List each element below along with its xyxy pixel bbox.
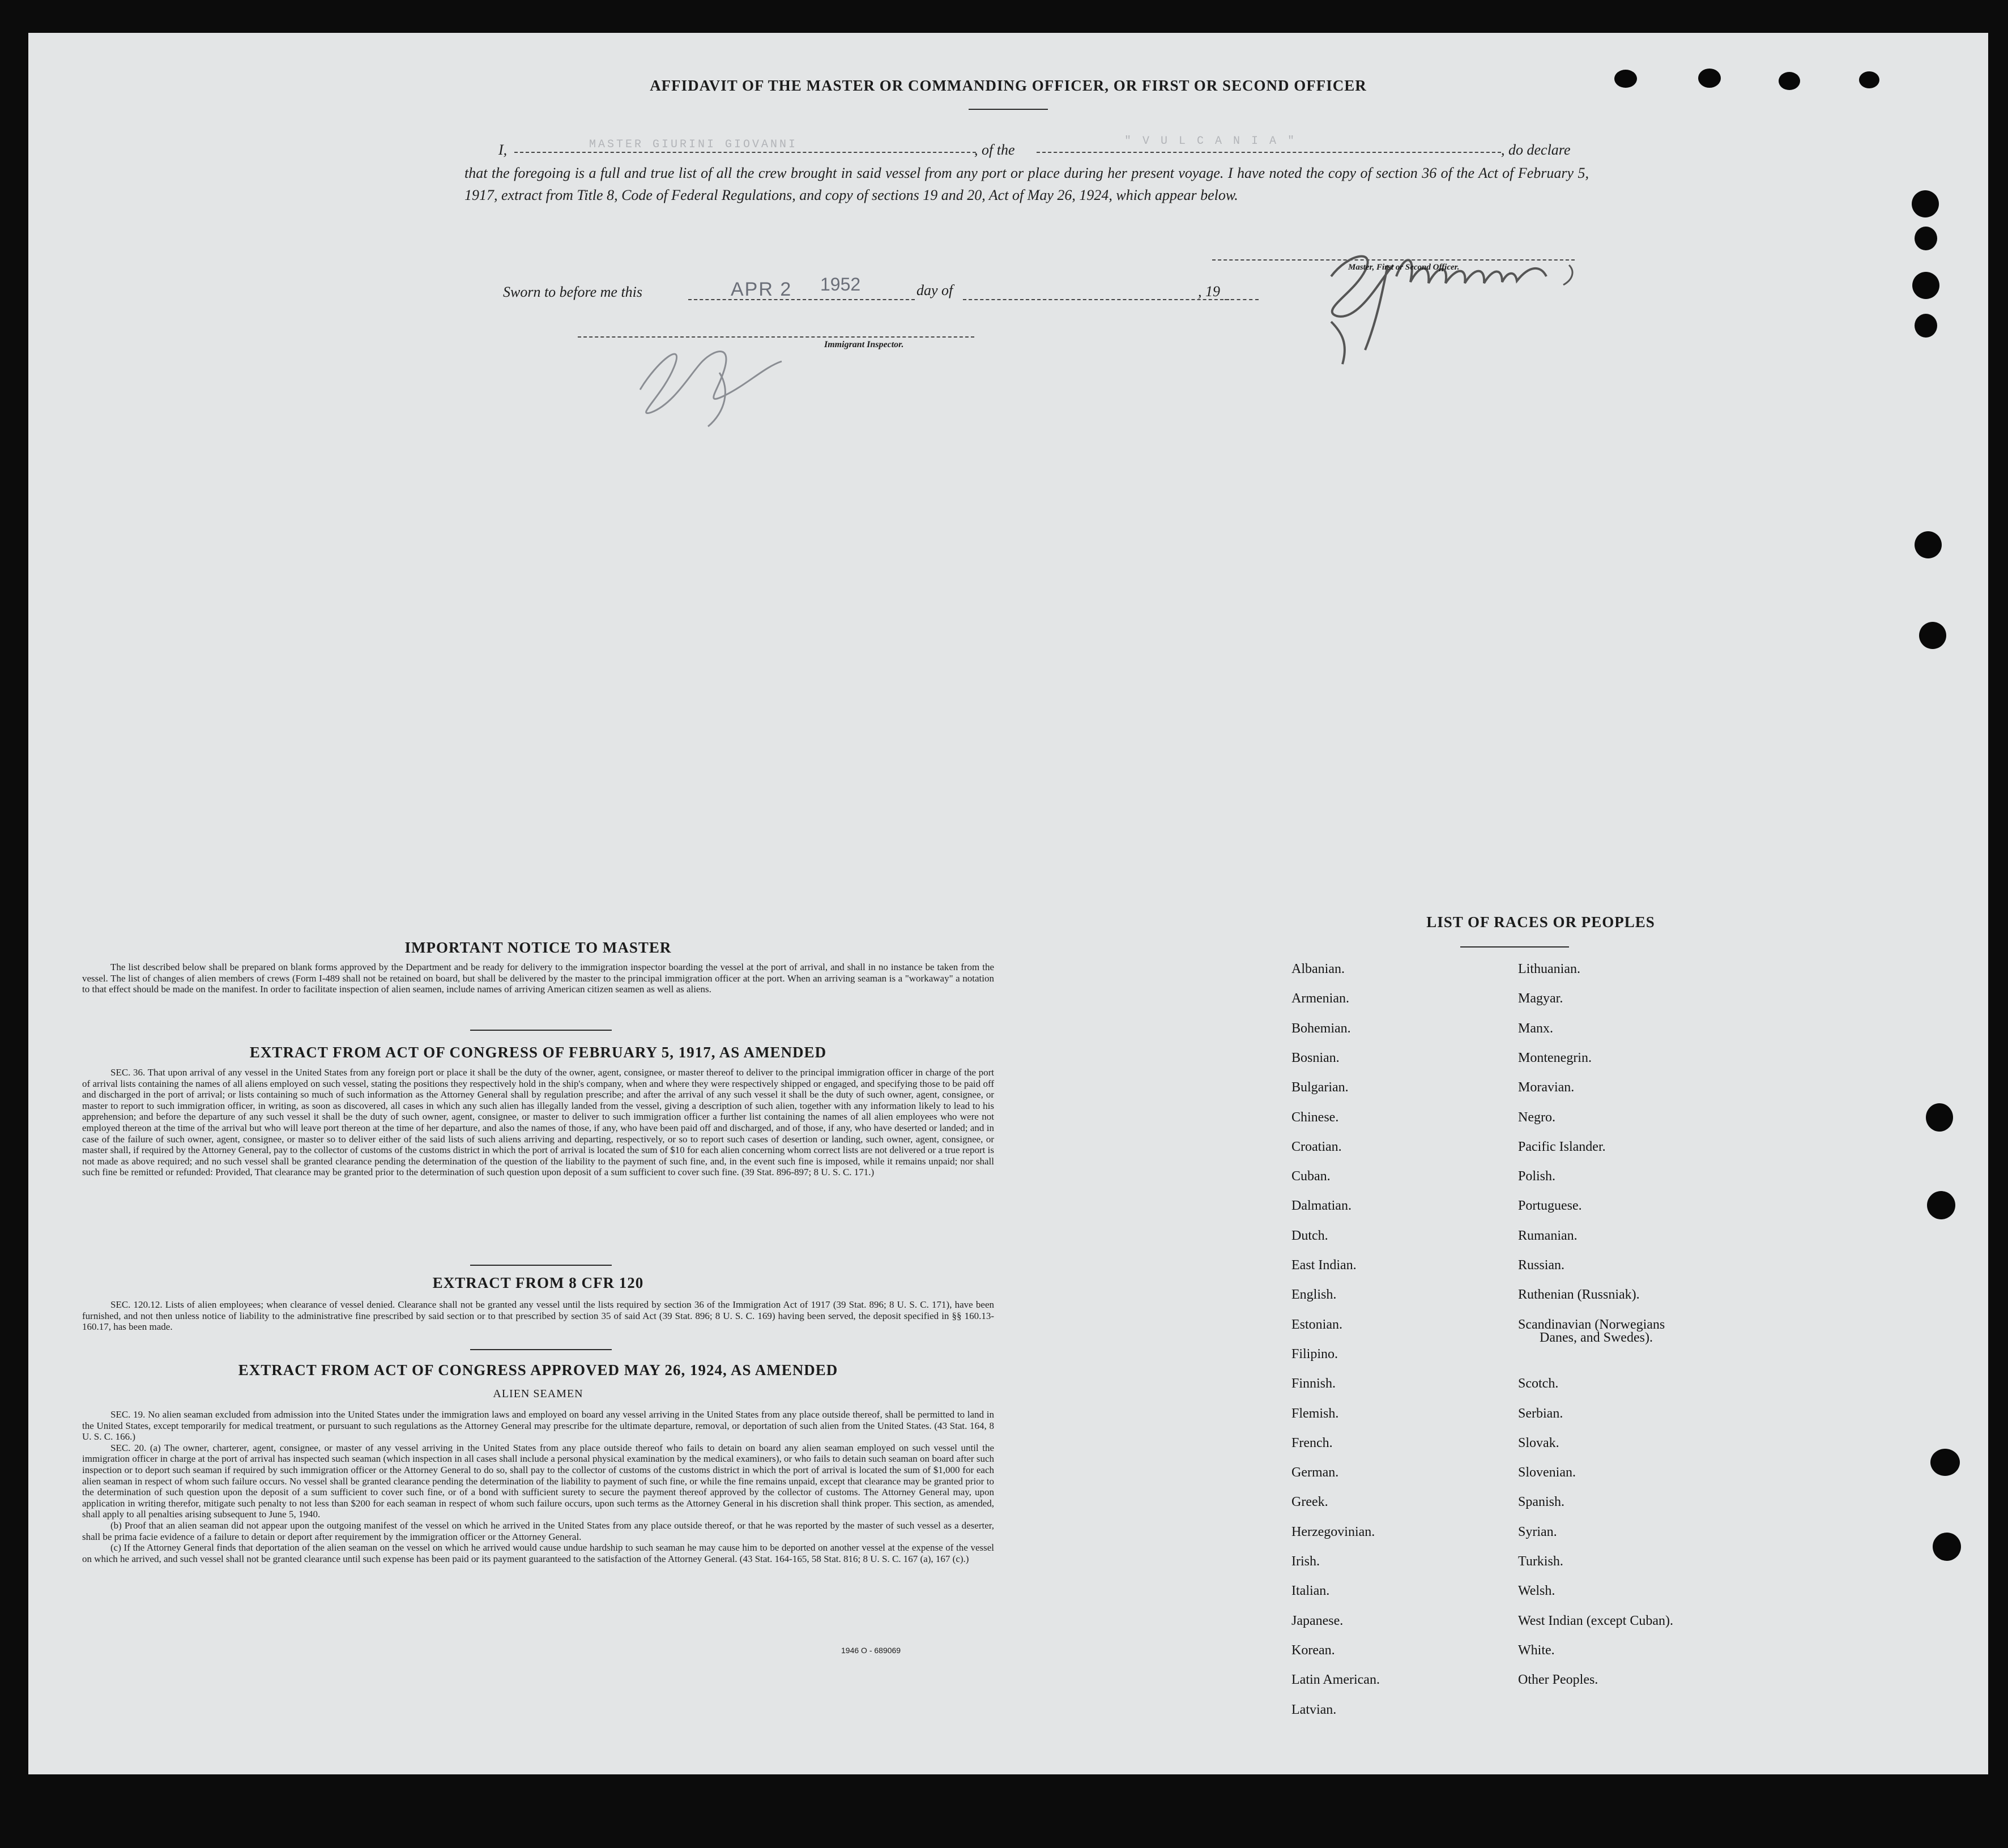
punch-hole (1614, 70, 1637, 88)
race-item: Greek. (1291, 1495, 1328, 1510)
master-name-line (514, 152, 976, 153)
race-item: Spanish. (1518, 1495, 1565, 1510)
year-line (1225, 299, 1259, 300)
race-item: Bohemian. (1291, 1021, 1351, 1036)
race-item: Slovenian. (1518, 1465, 1576, 1480)
print-code: 1946 O - 689069 (841, 1646, 901, 1655)
race-item: Albanian. (1291, 962, 1345, 976)
notice-paragraph: The list described below shall be prepared on blank forms approved by the Department and be ready for delivery to the immigration inspector boarding the vessel at the port of arrival, and shall in no instance be taken from the vessel. The list of changes of alien members of crews (Form I-489 shall not be retained on board, but shall be delivered by the master to the principal immigration officer at the port. When an arriving seaman is a "workaway" a notation to that effect should be made on the manifest. In order to facilitate inspection of alien seamen, include names of arriving American citizen seamen as well as aliens. (82, 962, 994, 995)
extract-1917-text (82, 1067, 994, 1178)
punch-hole (1915, 314, 1937, 338)
race-item-continuation: Danes, and Swedes). (1540, 1330, 1653, 1346)
races-title: LIST OF RACES OR PEOPLES (1426, 914, 1655, 931)
race-item: English. (1291, 1287, 1337, 1303)
sworn-label: Sworn to before me this (503, 284, 643, 300)
master-name-typed: MASTER GIURINI GIOVANNI (589, 138, 798, 151)
race-item: Serbian. (1518, 1406, 1563, 1421)
extract-cfr-text (82, 1299, 994, 1333)
race-item: Other Peoples. (1518, 1672, 1598, 1688)
do-declare-label: , do declare (1501, 142, 1571, 158)
race-item: West Indian (except Cuban). (1518, 1613, 1673, 1628)
year-prefix: , 19 (1198, 283, 1220, 300)
extract-1924-title: EXTRACT FROM ACT OF CONGRESS APPROVED MAY 26, 1924, AS AMENDED (238, 1362, 838, 1378)
vessel-typed: " V U L C A N I A " (1124, 135, 1297, 148)
affidavit-body: that the foregoing is a full and true list of all the crew brought in said vessel from any port or place during her present voyage. I have noted the copy of section 36 of the Act of February 5, 1917, extract from Title 8, Code of Federal Regulations, and copy of sections 19 and 20, Act of May 26, 1924, which appear below. (464, 165, 1589, 203)
race-item: Armenian. (1291, 991, 1349, 1006)
section-20c-paragraph: (c) If the Attorney General finds that deportation of the alien seaman on the vessel on which he arrived would cause undue hardship to such seaman he may cause him to be deported on another vessel at the expense of the vessel on which he arrived, and such vessel shall not be granted clearance until such expense has been paid or its payment guaranteed to the satisfaction of the Attorney General. (43 Stat. 164-165, 58 Stat. 816; 8 U. S. C. 167 (a), 167 (c).) (82, 1542, 994, 1564)
race-item: Bosnian. (1291, 1050, 1340, 1065)
race-item: Manx. (1518, 1021, 1553, 1036)
punch-hole (1930, 1449, 1960, 1476)
race-item: Filipino. (1291, 1346, 1338, 1362)
divider-2 (470, 1265, 612, 1266)
race-item: Portuguese. (1518, 1198, 1582, 1214)
document-sheet (28, 33, 1988, 1774)
extract-1924-subtitle: ALIEN SEAMEN (493, 1388, 583, 1400)
race-item: Flemish. (1291, 1406, 1339, 1421)
section-36-paragraph: SEC. 36. That upon arrival of any vessel in the United States from any foreign port or place it shall be the duty of the owner, agent, consignee, or master thereof to deliver to the principal immigration officer in charge of the port of arrival lists containing the names of all aliens employed on such vessel, stating the positions they respectively hold in the ship's company, when and where they were respectively shipped or engaged, and specifying those to be paid off and discharged in the port of arrival; or lists containing so much of such information as the Attorney General shall by regulation prescribe; and after the arrival of any such vessel it shall be the duty of such owner, agent, consignee, or master to report to such immigration officer, in writing, as soon as discovered, all cases in which any such alien has illegally landed from the vessel, giving a description of such alien, together with any information likely to lead to his apprehension; and before the departure of any such vessel it shall be the duty of such owner, agent, consignee, or master to deliver to such immigration officer a further list containing the names of all alien employees who were not employed thereon at the time of the arrival but who will leave port thereon at the time of her departure, and also the names of those, if any, who have been paid off and discharged, and of those, if any, who have deserted or landed; and in case of the failure of such owner, agent, consignee, or master so to deliver either of the said lists of such aliens arriving and departing, respectively, or so to report such cases of desertion or landing, such owner, agent, consignee, or master shall, if required by the Attorney General, pay to the collector of customs of the customs district in which the port of arrival is located the sum of $10 for each alien concerning whom correct lists are not delivered or a true report is not made as above required; and no such vessel shall be granted clearance pending the determination of the question of the liability to the payment of such fine, and, in the event such fine is imposed, while it remains unpaid; nor shall such fine be remitted or refunded: Provided, That clearance may be granted prior to the determination of such question upon deposit of a sum sufficient to cover such fine. (39 Stat. 896-897; 8 U. S. C. 171.) (82, 1067, 994, 1178)
race-item: Negro. (1518, 1109, 1555, 1125)
races-title-rule (1460, 946, 1569, 948)
race-item: Herzegovinian. (1291, 1524, 1375, 1539)
vessel-line (1037, 152, 1501, 153)
race-item: White. (1518, 1642, 1555, 1658)
punch-hole (1915, 531, 1942, 558)
master-signature-caption: Master, First or Second Officer. (1348, 263, 1460, 272)
race-item: Finnish. (1291, 1376, 1336, 1392)
inspector-caption: Immigrant Inspector. (824, 340, 904, 349)
notice-title: IMPORTANT NOTICE TO MASTER (404, 939, 672, 956)
race-item: Lithuanian. (1518, 962, 1580, 976)
affidavit-title: AFFIDAVIT OF THE MASTER OR COMMANDING OFFICER, OR FIRST OR SECOND OFFICER (650, 77, 1367, 94)
race-item: Latvian. (1291, 1702, 1337, 1717)
affidavit-pronoun: I, (498, 142, 508, 158)
punch-hole (1779, 72, 1800, 90)
race-item: French. (1291, 1435, 1333, 1450)
race-item: Italian. (1291, 1584, 1330, 1599)
punch-hole (1859, 71, 1879, 88)
punch-hole (1933, 1533, 1961, 1561)
divider-3 (470, 1349, 612, 1350)
month-line (963, 299, 1229, 300)
section-20b-paragraph: (b) Proof that an alien seaman did not appear upon the outgoing manifest of the vessel on which he arrived in the United States from any place outside thereof, or that he was reported by the master of such vessel as a deserter, shall be prima facie evidence of a failure to detain or deport after requirement by the immigration officer or the Attorney General. (82, 1520, 994, 1542)
punch-hole (1926, 1103, 1953, 1132)
punch-hole (1915, 227, 1937, 250)
section-20a-paragraph: SEC. 20. (a) The owner, charterer, agent, consignee, or master of any vessel arriving in the United States from any place outside thereof who fails to detain on board any alien seaman employed on such vessel until the immigration officer in charge at the port of arrival has inspected such seaman (which inspection in all cases shall include a personal physical examination by the medical examiners), or who fails to detain such seaman on board after such inspection or to deport such seaman if required by such immigration officer or the Attorney General to do so, shall pay to the collector of customs of the customs district in which the port of arrival is located the sum of $1,000 for each alien seaman in respect of whom such failure occurs. No vessel shall be granted clearance pending the determination of the liability to payment of such fine, or while the fine remains unpaid, except that clearance may be granted prior to the determination of such question upon the deposit of a sum sufficient to cover such fine, or of a bond with sufficient surety to secure the payment thereof approved by the collector of customs. The Attorney General may, upon application in writing therefor, mitigate such penalty to not less than $200 for each seaman in respect of whom such failure occurs, upon such terms as the Attorney General in his discretion shall think proper. This section, as amended, shall apply to all penalties arising subsequent to June 5, 1940. (82, 1442, 994, 1520)
race-item: Scandinavian (Norwegians (1518, 1317, 1665, 1332)
race-item: Moravian. (1518, 1080, 1575, 1095)
divider-1 (470, 1030, 612, 1031)
race-item: Dutch. (1291, 1228, 1328, 1243)
race-item: Korean. (1291, 1642, 1335, 1658)
race-item: German. (1291, 1465, 1339, 1480)
race-item: Russian. (1518, 1258, 1565, 1273)
race-item: Croatian. (1291, 1139, 1342, 1154)
extract-cfr-title: EXTRACT FROM 8 CFR 120 (432, 1274, 644, 1291)
date-stamp: APR 2 (731, 279, 792, 300)
punch-hole (1912, 272, 1939, 299)
race-item: Slovak. (1518, 1435, 1559, 1450)
notice-text (82, 962, 994, 995)
title-rule (969, 109, 1048, 110)
race-item: Montenegrin. (1518, 1050, 1592, 1065)
date-stamp-year: 1952 (820, 274, 861, 295)
section-120-12-paragraph: SEC. 120.12. Lists of alien employees; when clearance of vessel denied. Clearance shall not be granted any vessel until the lists required by section 36 of the Immigration Act of 1917 (39 Stat. 896; 8 U. S. C. 171), have been furnished, and not then unless notice of liability to the administrative fine prescribed by said section or to that prescribed by section 35 of said Act (39 Stat. 896; 8 U. S. C. 169) having been served, the deposit specified in §§ 160.13-160.17, has been made. (82, 1299, 994, 1333)
race-item: Dalmatian. (1291, 1198, 1352, 1214)
day-of-label: day of (916, 282, 953, 298)
inspector-signature (617, 305, 833, 429)
punch-hole (1698, 69, 1721, 88)
race-item: Welsh. (1518, 1584, 1555, 1599)
race-item: Polish. (1518, 1169, 1556, 1184)
race-item: Rumanian. (1518, 1228, 1578, 1243)
race-item: Bulgarian. (1291, 1080, 1349, 1095)
of-the-label: , of the (974, 142, 1015, 158)
sworn-date-line (688, 299, 915, 300)
punch-hole (1919, 622, 1946, 649)
race-item: Scotch. (1518, 1376, 1559, 1392)
race-item: Pacific Islander. (1518, 1139, 1606, 1154)
race-item: Estonian. (1291, 1317, 1342, 1332)
race-item: Ruthenian (Russniak). (1518, 1287, 1640, 1303)
master-signature (1297, 231, 1592, 367)
extract-1924-text (82, 1409, 994, 1564)
race-item: Syrian. (1518, 1524, 1557, 1539)
race-item: Turkish. (1518, 1554, 1563, 1569)
extract-1917-title: EXTRACT FROM ACT OF CONGRESS OF FEBRUARY 5, 1917, AS AMENDED (249, 1044, 827, 1061)
punch-hole (1927, 1191, 1955, 1219)
punch-hole (1912, 190, 1939, 217)
race-item: Japanese. (1291, 1613, 1344, 1628)
race-item: Magyar. (1518, 991, 1563, 1006)
race-item: East Indian. (1291, 1258, 1357, 1273)
race-item: Latin American. (1291, 1672, 1380, 1688)
race-item: Chinese. (1291, 1109, 1339, 1125)
race-item: Irish. (1291, 1554, 1320, 1569)
race-item: Cuban. (1291, 1169, 1331, 1184)
section-19-paragraph: SEC. 19. No alien seaman excluded from admission into the United States under the immigration laws and employed on board any vessel arriving in the United States from any place outside thereof, shall be permitted to land in the United States, except temporarily for medical treatment, or pursuant to such regulations as the Attorney General may prescribe for the ultimate departure, removal, or deportation of such alien from the United States. (43 Stat. 164, 8 U. S. C. 166.) (82, 1409, 994, 1442)
